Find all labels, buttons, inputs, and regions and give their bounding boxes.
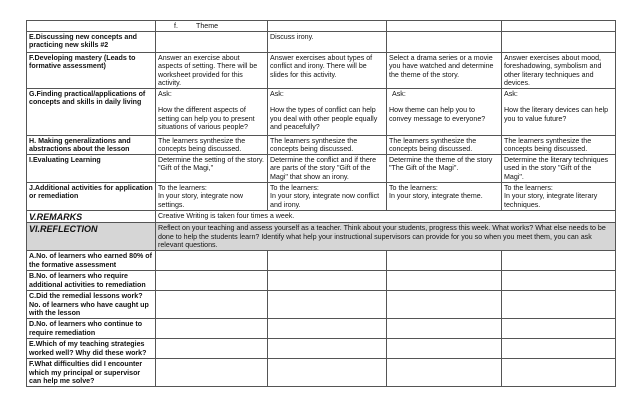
- theme-item-cell: [156, 21, 268, 32]
- cell-day2: The learners synthesize the concepts being discussed.: [268, 135, 387, 154]
- cell-day3: The learners synthesize the concepts being discussed.: [387, 135, 502, 154]
- entry-cell[interactable]: [502, 359, 616, 387]
- row-label: B.No. of learners who require additional activities to remediation: [27, 271, 156, 291]
- row-a-earned-80: [27, 251, 616, 271]
- entry-cell[interactable]: [502, 271, 616, 291]
- cell-day1: Answer an exercise about aspects of setting. There will be worksheet provided for this activity.: [156, 52, 268, 88]
- cell-day3: [387, 88, 502, 135]
- row-label: H. Making generalizations and abstractions about the lesson: [27, 135, 156, 154]
- empty-cell: [27, 21, 156, 32]
- row-label: A.No. of learners who earned 80% of the formative assessment: [27, 251, 156, 271]
- activity-text: In your story, integrate now conflict and irony.: [270, 192, 380, 209]
- entry-cell[interactable]: [502, 319, 616, 339]
- reflection-text: Reflect on your teaching and assess yourself as a teacher. Think about your students, progress this week. What works? What else needs to be done to help the students learn? Identify what help your instructional supervisors can provide for you so when you meet them, you can ask relevant questions.: [156, 223, 616, 251]
- row-i-evaluating: [27, 154, 616, 182]
- ask-label: Ask:: [504, 89, 518, 98]
- cell-day1: [156, 182, 268, 210]
- cell-day1: [156, 88, 268, 135]
- entry-cell[interactable]: [387, 319, 502, 339]
- entry-cell[interactable]: [156, 339, 268, 359]
- lesson-plan-table: [26, 20, 616, 387]
- activity-text: In your story, integrate now settings.: [158, 192, 244, 209]
- theme-row: [27, 21, 616, 32]
- ask-question: How the different aspects of setting can help you to present situations of various people?: [158, 106, 255, 131]
- empty-cell: [502, 21, 616, 32]
- row-label: I.Evaluating Learning: [27, 154, 156, 182]
- entry-cell[interactable]: [156, 271, 268, 291]
- ask-question: How the types of conflict can help you deal with other people equally and peacefully?: [270, 106, 378, 131]
- cell-day4: Determine the literary techniques used in the story "Gift of the Magi".: [502, 154, 616, 182]
- row-c-remedial-lessons: [27, 291, 616, 319]
- list-number: f.: [174, 22, 178, 30]
- cell-day2: Discuss irony.: [268, 31, 387, 52]
- activity-text: In your story, integrate literary techniques.: [504, 192, 598, 209]
- empty-cell: [387, 21, 502, 32]
- ask-label: Ask:: [392, 89, 406, 98]
- empty-cell: [268, 21, 387, 32]
- entry-cell[interactable]: [502, 291, 616, 319]
- row-b-require-additional: [27, 271, 616, 291]
- cell-day2: [268, 88, 387, 135]
- remarks-text: Creative Writing is taken four times a week.: [156, 210, 616, 223]
- entry-cell[interactable]: [156, 251, 268, 271]
- to-learners-label: To the learners:: [389, 183, 438, 192]
- entry-cell[interactable]: [268, 291, 387, 319]
- row-f-developing-mastery: [27, 52, 616, 88]
- cell-day1: [156, 31, 268, 52]
- entry-cell[interactable]: [268, 251, 387, 271]
- row-g-practical-applications: [27, 88, 616, 135]
- row-label: F.What difficulties did I encounter which my principal or supervisor can help me solve?: [27, 359, 156, 387]
- row-label: C.Did the remedial lessons work? No. of learners who have caught up with the lesson: [27, 291, 156, 319]
- cell-day4: Answer exercises about mood, foreshadowing, symbolism and other literary techniques and devices.: [502, 52, 616, 88]
- list-item-text: Theme: [196, 22, 219, 30]
- row-label: D.No. of learners who continue to require remediation: [27, 319, 156, 339]
- entry-cell[interactable]: [387, 271, 502, 291]
- to-learners-label: To the learners:: [158, 183, 207, 192]
- cell-day3: [387, 182, 502, 210]
- activity-text: In your story, integrate theme.: [389, 192, 483, 200]
- entry-cell[interactable]: [268, 339, 387, 359]
- cell-day3: [387, 31, 502, 52]
- row-remarks: [27, 210, 616, 223]
- cell-day1: The learners synthesize the concepts being discussed.: [156, 135, 268, 154]
- row-label: J.Additional activities for application or remediation: [27, 182, 156, 210]
- row-label: F.Developing mastery (Leads to formative assessment): [27, 52, 156, 88]
- entry-cell[interactable]: [268, 359, 387, 387]
- remarks-label: V.REMARKS: [27, 210, 156, 223]
- cell-day4: [502, 31, 616, 52]
- entry-cell[interactable]: [502, 339, 616, 359]
- to-learners-label: To the learners:: [270, 183, 319, 192]
- entry-cell[interactable]: [387, 339, 502, 359]
- row-label: E.Which of my teaching strategies worked well? Why did these work?: [27, 339, 156, 359]
- cell-day2: [268, 182, 387, 210]
- row-label: E.Discussing new concepts and practicing new skills #2: [27, 31, 156, 52]
- reflection-label: VI.REFLECTION: [27, 223, 156, 251]
- cell-day4: The learners synthesize the concepts being discussed.: [502, 135, 616, 154]
- entry-cell[interactable]: [387, 291, 502, 319]
- entry-cell[interactable]: [156, 359, 268, 387]
- cell-day3: Determine the theme of the story "The Gift of the Magi".: [387, 154, 502, 182]
- row-reflection: [27, 223, 616, 251]
- cell-day4: [502, 182, 616, 210]
- row-label: G.Finding practical/applications of concepts and skills in daily living: [27, 88, 156, 135]
- ask-question: How theme can help you to convey message to everyone?: [389, 106, 486, 123]
- entry-cell[interactable]: [387, 251, 502, 271]
- entry-cell[interactable]: [156, 291, 268, 319]
- row-f-difficulties: [27, 359, 616, 387]
- entry-cell[interactable]: [268, 319, 387, 339]
- to-learners-label: To the learners:: [504, 183, 553, 192]
- cell-day3: Select a drama series or a movie you have watched and determine the theme of the story.: [387, 52, 502, 88]
- entry-cell[interactable]: [156, 319, 268, 339]
- entry-cell[interactable]: [387, 359, 502, 387]
- row-h-generalizations: [27, 135, 616, 154]
- row-e-discussing: [27, 31, 616, 52]
- cell-day4: [502, 88, 616, 135]
- entry-cell[interactable]: [268, 271, 387, 291]
- row-j-additional-activities: [27, 182, 616, 210]
- cell-day2: Answer exercises about types of conflict and irony. There will be slides for this activity.: [268, 52, 387, 88]
- ask-label: Ask:: [270, 89, 284, 98]
- ask-question: How the literary devices can help you to value future?: [504, 106, 609, 123]
- cell-day2: Determine the conflict and if there are parts of the story "Gift of the Magi" that show an irony.: [268, 154, 387, 182]
- entry-cell[interactable]: [502, 251, 616, 271]
- cell-day1: Determine the setting of the story. "Gift of the Magi,": [156, 154, 268, 182]
- row-e-teaching-strategies: [27, 339, 616, 359]
- row-d-continue-remediation: [27, 319, 616, 339]
- ask-label: Ask:: [158, 89, 172, 98]
